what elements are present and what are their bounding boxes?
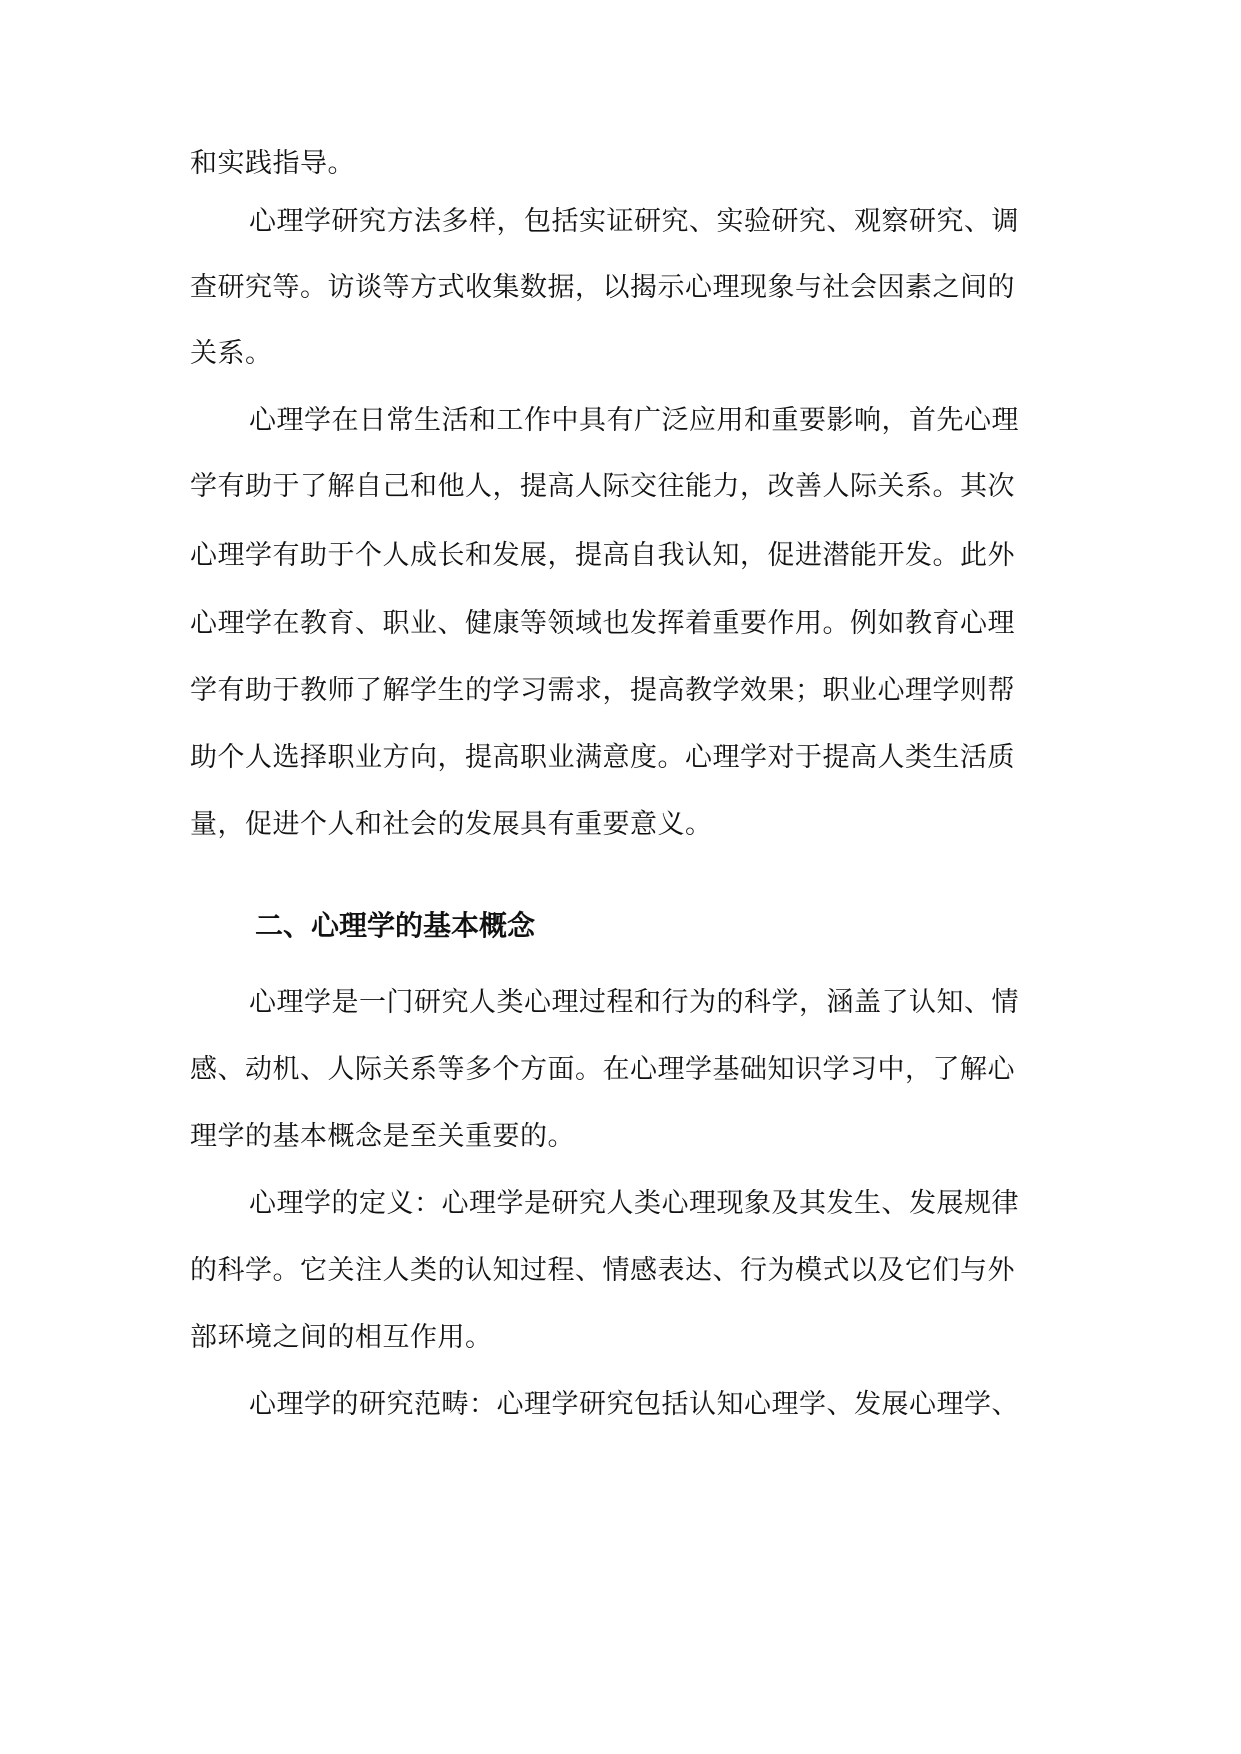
- paragraph-line: 学有助于了解自己和他人，提高人际交往能力，改善人际关系。其次: [190, 471, 1015, 502]
- paragraph-line: 心理学是一门研究人类心理过程和行为的科学，涵盖了认知、情: [249, 987, 1019, 1018]
- paragraph-line: 心理学的研究范畴：心理学研究包括认知心理学、发展心理学、: [249, 1389, 1019, 1420]
- paragraph-line: 心理学在日常生活和工作中具有广泛应用和重要影响，首先心理: [249, 405, 1019, 436]
- paragraph-line: 和实践指导。: [190, 148, 355, 179]
- paragraph-line: 部环境之间的相互作用。: [190, 1322, 493, 1353]
- paragraph-line: 学有助于教师了解学生的学习需求，提高教学效果；职业心理学则帮: [190, 675, 1015, 706]
- paragraph-line: 心理学有助于个人成长和发展，提高自我认知，促进潜能开发。此外: [190, 540, 1015, 571]
- section-heading: 二、心理学的基本概念: [255, 909, 536, 942]
- paragraph-line: 理学的基本概念是至关重要的。: [190, 1121, 575, 1152]
- paragraph-line: 量，促进个人和社会的发展具有重要意义。: [190, 809, 713, 840]
- paragraph-line: 的科学。它关注人类的认知过程、情感表达、行为模式以及它们与外: [190, 1255, 1015, 1286]
- paragraph-line: 心理学研究方法多样，包括实证研究、实验研究、观察研究、调: [249, 206, 1019, 237]
- paragraph-line: 助个人选择职业方向，提高职业满意度。心理学对于提高人类生活质: [190, 742, 1015, 773]
- paragraph-line: 感、动机、人际关系等多个方面。在心理学基础知识学习中，了解心: [190, 1054, 1015, 1085]
- paragraph-line: 心理学在教育、职业、健康等领域也发挥着重要作用。例如教育心理: [190, 608, 1015, 639]
- paragraph-line: 关系。: [190, 338, 273, 369]
- paragraph-line: 查研究等。访谈等方式收集数据，以揭示心理现象与社会因素之间的: [190, 272, 1015, 303]
- paragraph-line: 心理学的定义：心理学是研究人类心理现象及其发生、发展规律: [249, 1188, 1019, 1219]
